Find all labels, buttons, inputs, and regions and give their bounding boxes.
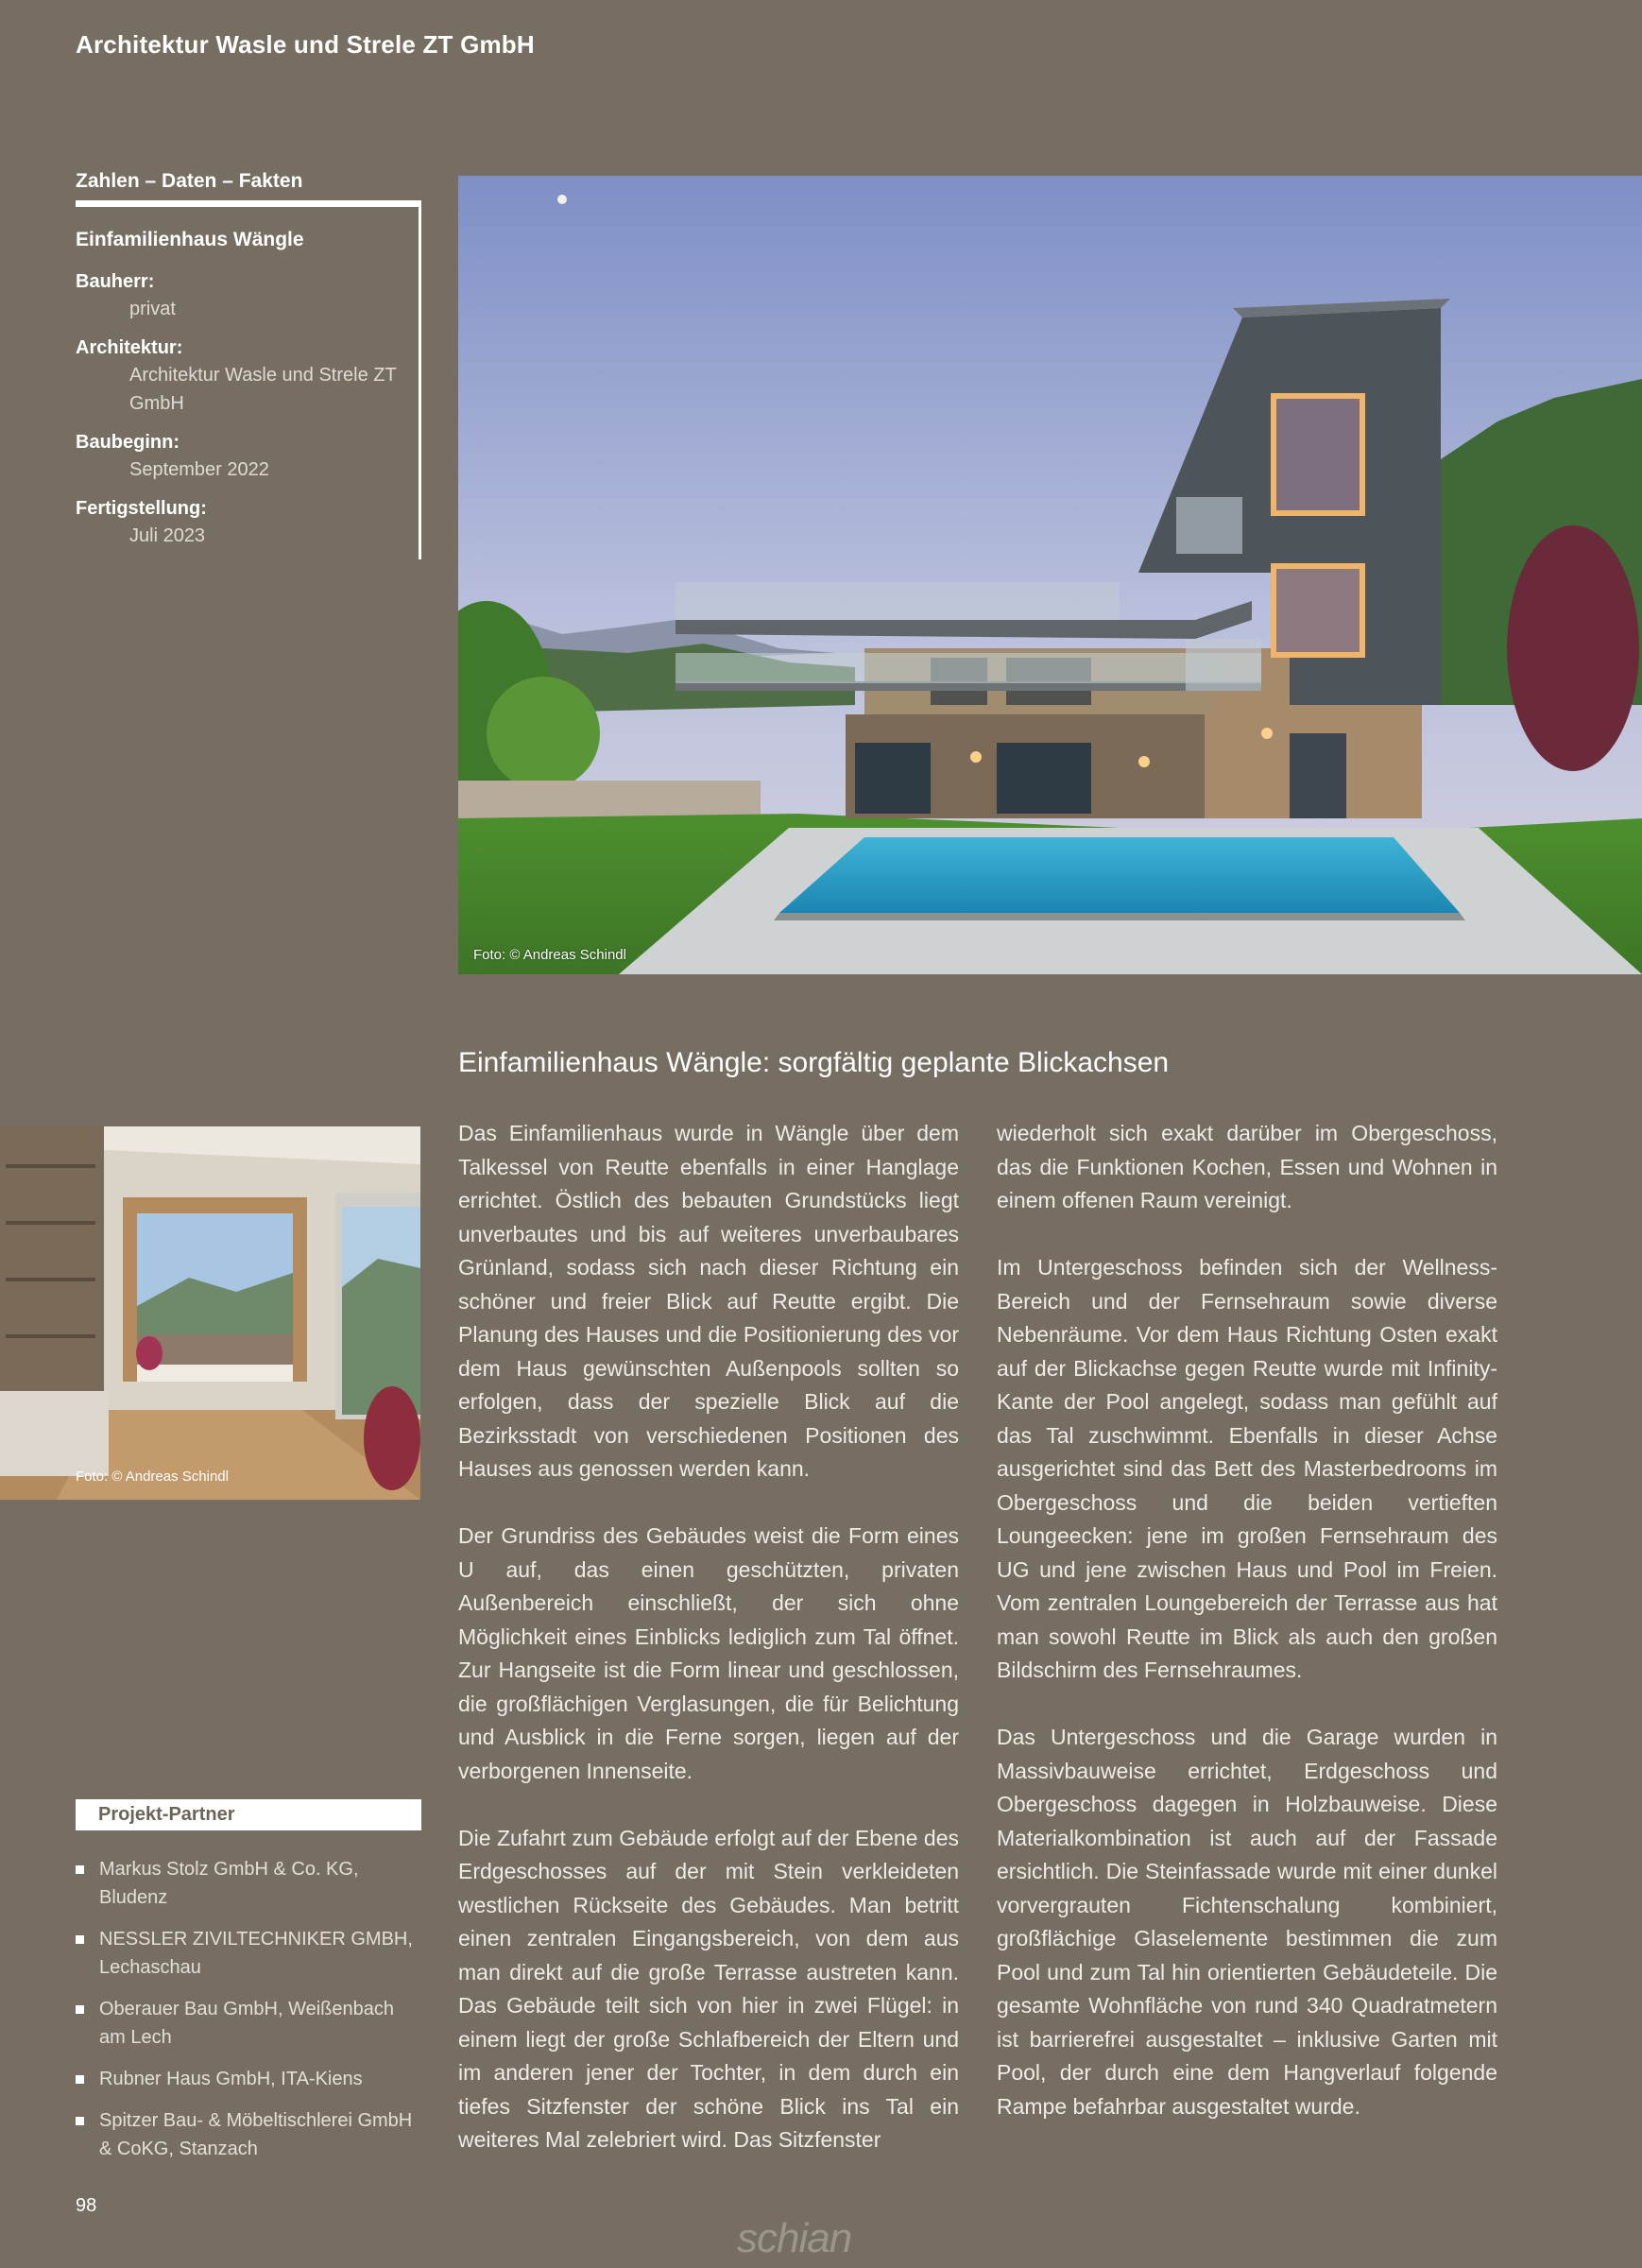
- publisher-logo: schian: [737, 2215, 852, 2261]
- magazine-header-title: Architektur Wasle und Strele ZT GmbH: [76, 30, 535, 59]
- fact-label: Bauherr:: [76, 271, 155, 292]
- facts-top-rule: [76, 200, 421, 207]
- bullet-square-icon: [76, 2005, 84, 2014]
- bullet-square-icon: [76, 2075, 84, 2084]
- partner-item: [76, 2106, 421, 2163]
- partner-item: [76, 1925, 421, 1982]
- article-paragraph: Der Grundriss des Gebäudes weist die Form eines U auf, das einen geschützten, privaten Außenbereich einschließt, der sich ohne Möglichkeit eines Einblicks lediglich zum Tal öffnet. Zur Hangseite ist die Form linear und geschlossen, die großflächigen Verglasungen, die für Belichtung und Ausblick in die Ferne sorgen, liegen auf der verborgenen Innenseite.: [458, 1523, 959, 1783]
- fact-value: September 2022: [129, 459, 269, 480]
- fact-item-baubeginn: [76, 429, 402, 484]
- interior-illustration: [0, 1126, 420, 1500]
- facts-project-name: Einfamilienhaus Wängle: [76, 229, 304, 250]
- fact-item-architektur: [76, 335, 402, 418]
- house-exterior-illustration: [458, 176, 1642, 974]
- main-photo-credit: Foto: © Andreas Schindl: [473, 947, 626, 963]
- fact-value: Architektur Wasle und Strele ZT GmbH: [129, 365, 397, 414]
- bullet-square-icon: [76, 1865, 84, 1874]
- article-title: Einfamilienhaus Wängle: sorgfältig geplante Blickachsen: [458, 1047, 1170, 1078]
- facts-side-rule: [419, 200, 421, 559]
- article-paragraph: Im Untergeschoss befinden sich der Wellness-Bereich und der Fernsehraum sowie diverse Nebenräume. Vor dem Haus Richtung Osten exakt auf der Blickachse gegen Reutte wurde mit Infinity-Kante der Pool angelegt, sodass man gefühlt auf das Tal zuschwimmt. Ebenfalls in dieser Achse ausgerichtet sind das Bett des Masterbedrooms im Obergeschoss und die beiden vertieften Loungeecken: jene im großen Fernsehraum des UG und jene zwischen Haus und Pool im Freien. Vom zentralen Loungebereich der Terrasse aus hat man sowohl Reutte im Blick als auch den großen Bildschirm des Fernsehraumes.: [997, 1255, 1497, 1682]
- fact-label: Architektur:: [76, 337, 183, 358]
- facts-heading: Zahlen – Daten – Fakten: [76, 170, 303, 192]
- article-paragraph: Die Zufahrt zum Gebäude erfolgt auf der Ebene des Erdgeschosses auf der mit Stein verkleideten westlichen Rückseite des Gebäudes. Man betritt einen zentralen Eingangsbereich, von dem aus man direkt auf die große Terrasse austreten kann. Das Gebäude teilt sich von hier in zwei Flügel: in einem liegt der große Schlafbereich der Eltern und im anderen jener der Tochter, in dem durch ein tiefes Sitzfenster der schöne Blick ins Tal ein weiteres Mal zelebriert wird. Das Sitzfenster: [458, 1825, 959, 2152]
- partner-name: Rubner Haus GmbH, ITA-Kiens: [99, 2069, 363, 2089]
- fact-value: Juli 2023: [129, 525, 206, 546]
- partner-item: [76, 1995, 421, 2052]
- article-paragraph: wiederholt sich exakt darüber im Obergeschoss, das die Funktionen Kochen, Essen und Wohnen in einem offenen Raum vereinigt.: [997, 1121, 1497, 1212]
- partners-list: [76, 1855, 421, 2163]
- fact-value: privat: [129, 299, 176, 319]
- article-column-left: [458, 1117, 959, 2191]
- interior-window-seat-photo: [0, 1126, 420, 1500]
- partner-item: [76, 2065, 421, 2093]
- article-paragraph: Das Einfamilienhaus wurde in Wängle über dem Talkessel von Reutte ebenfalls in einer Hanglage errichtet. Östlich des bebauten Grundstücks liegt unverbautes und bis auf weiteres unverbaubares Grünland, sodass sich nach dieser Richtung ein schöner und freier Blick auf Reutte ergibt. Die Planung des Hauses und die Positionierung des vor dem Haus gewünschten Außenpools sollten so erfolgen, dass der spezielle Blick auf die Bezirksstadt von verschiedenen Positionen des Hauses aus genossen werden kann.: [458, 1121, 959, 1481]
- fact-item-bauherr: [76, 268, 402, 323]
- page-number: 98: [76, 2195, 97, 2216]
- side-photo-credit: Foto: © Andreas Schindl: [76, 1469, 229, 1485]
- bullet-square-icon: [76, 2117, 84, 2125]
- article-paragraph: Das Untergeschoss und die Garage wurden in Massivbauweise errichtet, Erdgeschoss und Obergeschoss dagegen in Holzbauweise. Diese Materialkombination ist auch auf der Fassade ersichtlich. Die Steinfassade wurde mit einer dunkel vorvergrauten Fichtenschalung kombiniert, großflächige Glaselemente bestimmen die zum Pool und zum Tal hin orientierten Gebäudeteile. Die gesamte Wohnfläche von rund 340 Quadratmetern ist barrierefrei ausgestaltet – inklusive Garten mit Pool, der durch eine dem Hangverlauf folgende Rampe befahrbar ausgestaltet wurde.: [997, 1725, 1497, 2119]
- house-exterior-photo: [458, 176, 1642, 974]
- project-partners-box: [76, 1799, 421, 2176]
- partner-name: NESSLER ZIVILTECHNIKER GMBH, Lechaschau: [99, 1929, 413, 1978]
- fact-label: Baubeginn:: [76, 432, 180, 453]
- partner-name: Oberauer Bau GmbH, Weißenbach am Lech: [99, 1999, 395, 2048]
- article-column-right: [997, 1117, 1497, 2157]
- facts-box: [76, 170, 421, 559]
- partner-item: [76, 1855, 421, 1912]
- partners-heading: Projekt-Partner: [76, 1799, 421, 1830]
- bullet-square-icon: [76, 1935, 84, 1944]
- fact-label: Fertigstellung:: [76, 498, 207, 519]
- fact-item-fertigstellung: [76, 495, 402, 550]
- partner-name: Spitzer Bau- & Möbeltischlerei GmbH & CoKG, Stanzach: [99, 2110, 413, 2159]
- partner-name: Markus Stolz GmbH & Co. KG, Bludenz: [99, 1859, 359, 1908]
